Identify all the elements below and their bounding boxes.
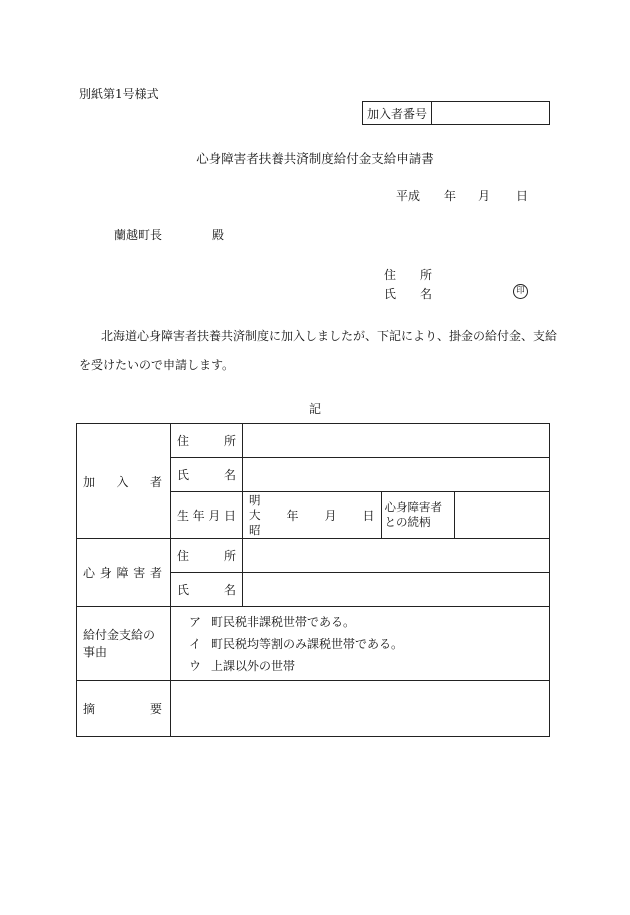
disabled-name-char-1: 氏 [177,583,190,597]
reason-option-b-letter: イ [189,636,202,651]
member-address-char-2: 所 [223,434,236,448]
era-options [249,493,261,538]
applicant-address-label [384,266,432,283]
disabled-label-char-4: 害 [133,566,146,580]
era-taisho: 大 [249,507,261,522]
member-name-label [171,458,243,492]
date-month: 月 [478,189,491,203]
member-label-char-3: 者 [149,474,162,489]
relation-field[interactable] [454,492,549,539]
birth-char-4: 日 [223,508,236,523]
remarks-label [77,681,171,737]
disabled-label-char-1: 心 [83,566,96,580]
member-number-label: 加入者番号 [363,102,432,124]
applicant-name-char-2: 名 [420,287,433,301]
disabled-address-label [171,539,243,573]
reason-option-c-letter: ウ [189,658,202,673]
disabled-label-char-3: 障 [116,566,129,580]
disabled-address-field[interactable] [243,539,550,573]
form-number-label: 別紙第1号様式 [79,87,159,101]
disabled-name-label [171,573,243,607]
member-number-box [362,101,550,125]
member-address-field[interactable] [243,424,550,458]
disabled-section-label [77,539,171,607]
member-name-char-2: 名 [223,468,236,482]
disabled-label-char-5: 者 [149,566,162,580]
member-address-char-1: 住 [177,434,190,448]
reason-option-a[interactable] [189,611,543,633]
applicant-name-label [384,285,432,302]
seal-mark: 印 [513,284,528,299]
application-date [396,187,528,204]
birth-day-unit: 日 [362,508,375,523]
applicant-name-char-1: 氏 [384,287,397,301]
birth-month-unit: 月 [324,508,337,523]
disabled-address-char-1: 住 [177,549,190,563]
member-label-char-1: 加 [83,474,96,489]
birth-char-3: 月 [208,508,221,523]
applicant-address-char-1: 住 [384,268,397,282]
addressee-name: 蘭越町長 [114,228,163,242]
birth-year-unit: 年 [286,508,299,523]
disabled-name-char-2: 名 [223,583,236,597]
body-text-line-2: を受けたいので申請します。 [79,358,235,372]
disabled-address-char-2: 所 [223,549,236,563]
birth-char-1: 生 [177,508,190,523]
record-heading: 記 [308,402,321,416]
era-showa: 昭 [249,522,261,537]
birth-char-2: 年 [192,508,205,523]
reason-option-c[interactable] [189,655,543,677]
relation-label-line-2: との続柄 [384,515,431,529]
member-section-label [77,424,171,539]
remarks-char-2: 要 [149,702,162,716]
document-title: 心身障害者扶養共済制度給付金支給申請書 [196,151,434,166]
disabled-label-char-2: 身 [99,566,112,580]
member-birthdate-label [171,492,243,539]
applicant-address-char-2: 所 [420,268,433,282]
disabled-name-field[interactable] [243,573,550,607]
reason-option-a-letter: ア [189,614,202,629]
member-number-field[interactable] [432,102,549,124]
member-address-label [171,424,243,458]
date-era: 平成 [396,189,421,203]
application-table [76,423,550,737]
member-name-char-1: 氏 [177,468,190,482]
date-year: 年 [444,189,457,203]
era-meiji: 明 [249,492,261,507]
reason-option-c-text: 上課以外の世帯 [211,658,296,673]
member-name-field[interactable] [243,458,550,492]
reason-label [77,607,171,681]
reason-option-a-text: 町民税非課税世帯である。 [211,614,356,629]
relation-label [381,492,454,539]
addressee [114,226,224,243]
member-label-char-2: 入 [116,474,129,489]
reason-option-b-text: 町民税均等割のみ課税世帯である。 [211,636,404,651]
reason-options [171,607,550,681]
relation-label-line-1: 心身障害者 [384,500,443,514]
body-text-line-1: 北海道心身障害者扶養共済制度に加入しましたが、下記により、掛金の給付金、支給 [101,329,558,343]
date-day: 日 [516,189,529,203]
member-birthdate-field[interactable] [243,492,382,539]
reason-option-b[interactable] [189,633,543,655]
remarks-char-1: 摘 [83,702,96,716]
reason-label-text: 給付金支給の事由 [83,627,156,659]
addressee-honorific: 殿 [212,228,225,242]
remarks-field[interactable] [171,681,550,737]
